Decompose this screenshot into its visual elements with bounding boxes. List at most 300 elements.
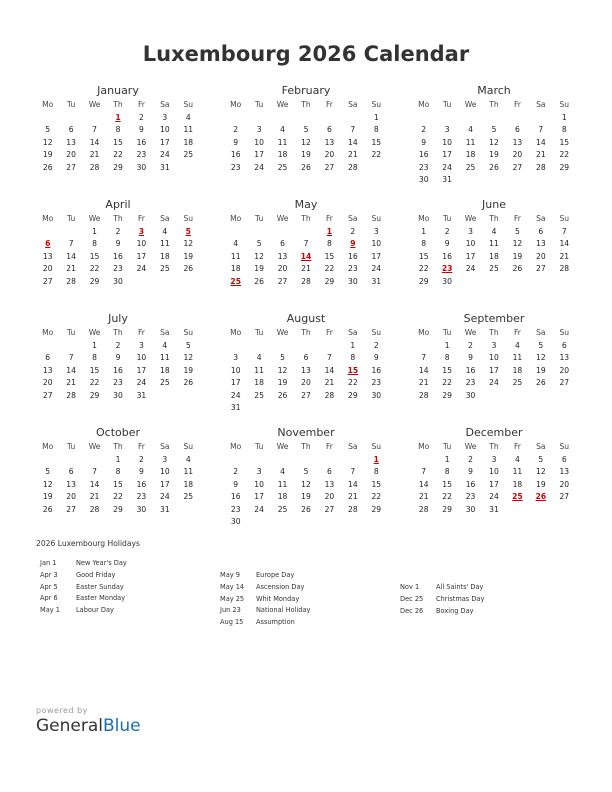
weekday-header: We <box>276 214 289 223</box>
weekday-header: We <box>464 328 477 337</box>
day-cell: 30 <box>136 162 147 172</box>
day-cell: 15 <box>559 137 570 147</box>
weekday-header: Th <box>301 442 311 451</box>
day-cell: 14 <box>66 365 76 375</box>
weekday-header: We <box>276 100 289 109</box>
day-cell: 4 <box>233 239 239 248</box>
day-cell: 30 <box>230 517 241 526</box>
day-cell: 3 <box>233 353 239 362</box>
day-cell: 9 <box>444 239 450 248</box>
day-cell: 2 <box>139 112 144 122</box>
holiday-row <box>40 582 210 594</box>
day-cell: 5 <box>185 340 191 350</box>
day-cell: 7 <box>68 239 74 248</box>
day-cell: 27 <box>324 162 335 172</box>
holiday-name: Easter Monday <box>76 594 126 603</box>
empty-cell <box>247 454 270 467</box>
day-cell: 22 <box>559 150 570 159</box>
day-cell: 29 <box>113 504 123 514</box>
empty-cell <box>459 112 482 125</box>
holiday-row <box>40 558 210 570</box>
day-cell: 11 <box>512 467 523 476</box>
day-cell: 8 <box>115 467 121 476</box>
day-cell: 6 <box>280 239 285 248</box>
holiday-column <box>40 558 210 617</box>
day-cell: 14 <box>66 251 76 261</box>
day-cell: 22 <box>348 378 358 387</box>
day-cell: 25 <box>183 492 194 501</box>
day-cell: 26 <box>183 264 194 273</box>
day-cell: 9 <box>373 353 379 362</box>
weekday-header: Su <box>371 328 382 337</box>
empty-cell <box>412 112 435 125</box>
day-cell: 24 <box>489 378 499 387</box>
weekday-header: Th <box>113 442 123 451</box>
holiday-row <box>220 570 390 582</box>
day-cell: 28 <box>66 390 76 400</box>
day-cell: 28 <box>89 504 100 514</box>
month-name: June <box>482 198 506 211</box>
day-cell: 21 <box>66 378 76 387</box>
holiday-name: Labour Day <box>76 606 114 615</box>
day-cell: 20 <box>536 251 546 261</box>
holiday-name: Ascension Day <box>256 582 305 591</box>
day-cell: 24 <box>465 264 476 273</box>
month-march <box>412 83 576 191</box>
day-cell: 30 <box>348 276 358 286</box>
day-cell: 16 <box>348 251 358 261</box>
empty-cell <box>412 454 435 467</box>
day-cell: 4 <box>185 112 191 122</box>
day-cell: 7 <box>538 125 544 134</box>
day-cell: 25 <box>160 264 170 273</box>
day-cell: 10 <box>489 467 499 476</box>
day-cell: 26 <box>42 162 53 172</box>
holiday-date: Apr 6 <box>40 594 58 603</box>
weekday-header: We <box>464 442 477 451</box>
day-cell: 11 <box>183 125 194 134</box>
empty-cell <box>36 340 59 353</box>
holiday-name: Good Friday <box>76 570 116 579</box>
weekday-header: Mo <box>230 100 242 109</box>
day-cell: 18 <box>512 365 523 375</box>
day-cell: 19 <box>277 378 288 387</box>
weekday-header: Tu <box>254 328 264 337</box>
day-cell: 17 <box>254 492 264 501</box>
empty-cell <box>59 226 82 239</box>
day-cell: 17 <box>136 251 147 261</box>
day-cell: 27 <box>42 390 53 400</box>
day-cell: 7 <box>92 125 97 134</box>
day-cell: 19 <box>301 150 311 159</box>
day-cell: 20 <box>42 378 53 387</box>
month-june <box>412 197 576 305</box>
weekday-header: Su <box>559 100 570 109</box>
day-cell: 20 <box>559 479 570 489</box>
holiday-day: 3 <box>138 226 145 236</box>
day-cell: 31 <box>230 403 241 412</box>
month-name: August <box>286 312 326 325</box>
weekday-header: Tu <box>442 100 452 109</box>
empty-cell <box>482 112 505 125</box>
holiday-name: Easter Sunday <box>76 582 124 591</box>
day-cell: 4 <box>280 125 285 134</box>
day-cell: 24 <box>442 162 452 172</box>
holiday-date: Apr 3 <box>40 570 58 579</box>
day-cell: 27 <box>42 276 53 286</box>
day-cell: 17 <box>489 479 499 489</box>
day-cell: 28 <box>348 162 358 172</box>
holiday-row <box>220 594 390 606</box>
day-cell: 8 <box>115 125 121 134</box>
day-cell: 29 <box>324 276 335 286</box>
weekday-header: Sa <box>348 214 358 223</box>
day-cell: 17 <box>442 150 452 159</box>
day-cell: 21 <box>89 492 100 501</box>
day-cell: 21 <box>89 150 100 159</box>
day-cell: 23 <box>230 504 241 514</box>
day-cell: 17 <box>465 251 476 261</box>
empty-cell <box>247 340 270 353</box>
day-cell: 25 <box>254 390 264 400</box>
day-cell: 18 <box>183 479 194 489</box>
weekday-header: Su <box>559 328 570 337</box>
empty-cell <box>59 454 82 467</box>
weekday-header: Mo <box>230 442 242 451</box>
day-cell: 28 <box>324 390 335 400</box>
weekday-header: We <box>276 328 289 337</box>
day-cell: 30 <box>136 504 147 514</box>
day-cell: 23 <box>348 264 358 273</box>
weekday-header: We <box>88 214 101 223</box>
day-cell: 24 <box>254 504 264 514</box>
day-cell: 1 <box>115 454 121 464</box>
day-cell: 26 <box>254 276 264 286</box>
day-cell: 17 <box>160 137 170 147</box>
day-cell: 11 <box>512 353 523 362</box>
day-cell: 5 <box>45 467 51 476</box>
weekday-header: Mo <box>42 100 54 109</box>
weekday-header: Mo <box>230 328 242 337</box>
day-cell: 15 <box>371 137 382 147</box>
day-cell: 3 <box>256 125 262 134</box>
holiday-date: Apr 5 <box>40 582 58 591</box>
day-cell: 28 <box>418 390 429 400</box>
logo-general: General <box>36 716 103 736</box>
day-cell: 20 <box>512 150 523 159</box>
day-cell: 27 <box>559 492 570 501</box>
day-cell: 7 <box>303 239 309 248</box>
day-cell: 21 <box>559 251 570 261</box>
day-cell: 18 <box>277 492 288 501</box>
weekday-header: Su <box>183 100 194 109</box>
weekday-header: Sa <box>348 328 358 337</box>
day-cell: 1 <box>350 340 356 350</box>
day-cell: 10 <box>254 479 264 489</box>
weekday-header: Mo <box>230 214 242 223</box>
day-cell: 16 <box>465 365 476 375</box>
day-cell: 3 <box>139 340 144 350</box>
day-cell: 15 <box>418 251 429 261</box>
weekday-header: Tu <box>66 214 76 223</box>
holiday-row <box>220 605 390 617</box>
day-cell: 26 <box>277 390 288 400</box>
day-grid <box>412 99 576 187</box>
weekday-header: Th <box>301 214 311 223</box>
day-cell: 29 <box>89 390 100 400</box>
day-cell: 8 <box>92 353 97 362</box>
day-cell: 1 <box>444 454 450 464</box>
holiday-day: 1 <box>326 226 333 236</box>
day-cell: 12 <box>512 239 523 248</box>
day-cell: 24 <box>230 390 241 400</box>
month-february <box>224 83 388 191</box>
day-cell: 6 <box>303 353 309 362</box>
holiday-day: 5 <box>185 226 191 236</box>
day-cell: 16 <box>371 365 382 375</box>
weekday-header: Th <box>489 442 499 451</box>
empty-cell <box>224 226 247 239</box>
day-cell: 16 <box>113 365 123 375</box>
day-grid <box>36 441 200 516</box>
day-cell: 7 <box>327 353 332 362</box>
day-cell: 9 <box>233 479 239 489</box>
month-april <box>36 197 200 305</box>
day-cell: 20 <box>559 365 570 375</box>
day-cell: 29 <box>371 504 382 514</box>
day-cell: 22 <box>371 150 382 159</box>
day-cell: 30 <box>465 390 476 400</box>
empty-cell <box>271 112 294 125</box>
day-cell: 6 <box>327 125 332 134</box>
day-cell: 23 <box>113 378 123 387</box>
weekday-header: Mo <box>42 328 54 337</box>
day-cell: 17 <box>254 150 264 159</box>
empty-cell <box>341 454 364 467</box>
day-cell: 24 <box>136 264 147 273</box>
day-cell: 23 <box>371 378 382 387</box>
day-cell: 17 <box>136 365 147 375</box>
day-cell: 28 <box>559 264 570 273</box>
day-cell: 17 <box>371 251 382 261</box>
logo-blue: Blue <box>103 716 141 736</box>
day-cell: 12 <box>42 137 53 147</box>
day-cell: 7 <box>92 467 97 476</box>
month-august <box>224 311 388 419</box>
holiday-name: Christmas Day <box>436 594 485 603</box>
day-cell: 29 <box>559 162 570 172</box>
weekday-header: Th <box>489 328 499 337</box>
holiday-date: Jan 1 <box>40 559 57 567</box>
month-name: July <box>108 312 128 325</box>
day-cell: 6 <box>327 467 332 476</box>
month-name: April <box>105 198 131 211</box>
weekday-header: Su <box>183 214 194 223</box>
day-cell: 3 <box>373 226 379 236</box>
day-cell: 16 <box>418 150 429 159</box>
day-cell: 2 <box>444 226 450 236</box>
day-cell: 25 <box>277 162 288 172</box>
day-cell: 7 <box>421 353 427 362</box>
weekday-header: Fr <box>325 442 333 451</box>
day-grid <box>36 213 200 288</box>
day-cell: 1 <box>92 226 97 236</box>
day-cell: 2 <box>115 226 121 236</box>
day-cell: 11 <box>277 137 288 147</box>
weekday-header: Fr <box>513 100 521 109</box>
weekday-header: We <box>88 442 101 451</box>
day-cell: 28 <box>348 504 358 514</box>
day-cell: 24 <box>371 264 382 273</box>
day-cell: 2 <box>233 467 239 476</box>
empty-cell <box>224 340 247 353</box>
empty-cell <box>36 226 59 239</box>
generalblue-logo[interactable] <box>36 716 141 736</box>
empty-cell <box>247 112 270 125</box>
weekday-header: Tu <box>66 100 76 109</box>
weekday-header: Fr <box>137 442 145 451</box>
day-cell: 13 <box>512 137 523 147</box>
day-cell: 24 <box>160 150 170 159</box>
day-cell: 27 <box>301 390 311 400</box>
holiday-day: 25 <box>230 276 241 286</box>
weekday-header: We <box>88 328 101 337</box>
day-cell: 18 <box>512 479 523 489</box>
day-cell: 20 <box>66 150 76 159</box>
day-cell: 14 <box>348 137 358 147</box>
empty-cell <box>294 112 317 125</box>
day-grid <box>36 327 200 402</box>
weekday-header: Mo <box>42 442 54 451</box>
day-cell: 10 <box>489 353 499 362</box>
empty-cell <box>224 454 247 467</box>
day-cell: 23 <box>465 492 476 501</box>
day-cell: 19 <box>489 150 499 159</box>
day-cell: 30 <box>465 504 476 514</box>
day-cell: 19 <box>301 492 311 501</box>
empty-cell <box>83 112 106 125</box>
day-cell: 2 <box>115 340 121 350</box>
day-cell: 15 <box>113 479 123 489</box>
empty-cell <box>59 112 82 125</box>
day-cell: 14 <box>89 479 100 489</box>
holiday-day: 25 <box>512 492 523 501</box>
holiday-day: 9 <box>350 239 356 248</box>
holiday-date: May 1 <box>40 606 60 615</box>
day-cell: 2 <box>373 340 379 350</box>
day-cell: 27 <box>512 162 523 172</box>
weekday-header: Th <box>301 100 311 109</box>
day-cell: 16 <box>230 492 241 501</box>
day-cell: 14 <box>418 365 429 375</box>
day-cell: 17 <box>160 479 170 489</box>
day-cell: 27 <box>536 264 546 273</box>
day-cell: 9 <box>421 137 427 147</box>
day-cell: 8 <box>444 353 450 362</box>
day-cell: 25 <box>183 150 194 159</box>
day-cell: 8 <box>421 239 427 248</box>
day-cell: 6 <box>561 340 567 350</box>
weekday-header: Th <box>489 214 499 223</box>
day-cell: 25 <box>512 378 523 387</box>
holiday-name: Assumption <box>256 618 295 627</box>
weekday-header: Tu <box>66 442 76 451</box>
day-cell: 1 <box>444 340 450 350</box>
day-cell: 5 <box>303 467 309 476</box>
weekday-header: Su <box>371 442 382 451</box>
day-cell: 16 <box>113 251 123 261</box>
day-cell: 26 <box>301 162 311 172</box>
day-cell: 6 <box>68 125 74 134</box>
day-cell: 15 <box>324 251 335 261</box>
day-cell: 9 <box>233 137 239 147</box>
weekday-header: Tu <box>442 328 452 337</box>
weekday-header: Mo <box>418 328 430 337</box>
day-cell: 14 <box>536 137 546 147</box>
day-cell: 31 <box>489 504 499 514</box>
day-cell: 2 <box>421 125 427 134</box>
day-cell: 12 <box>183 353 194 362</box>
day-cell: 24 <box>254 162 264 172</box>
empty-cell <box>341 112 364 125</box>
day-cell: 26 <box>301 504 311 514</box>
holidays-title: 2026 Luxembourg Holidays <box>36 539 140 548</box>
holiday-column <box>220 570 390 629</box>
day-cell: 13 <box>559 467 570 476</box>
weekday-header: Tu <box>442 442 452 451</box>
holiday-column <box>400 582 570 617</box>
page-title: Luxembourg 2026 Calendar <box>142 42 470 66</box>
holiday-day: 14 <box>300 251 312 261</box>
empty-cell <box>435 112 458 125</box>
day-cell: 4 <box>491 226 497 236</box>
day-cell: 13 <box>66 137 76 147</box>
weekday-header: Sa <box>348 442 358 451</box>
month-name: May <box>294 198 318 211</box>
day-cell: 16 <box>465 479 476 489</box>
holiday-row <box>400 594 570 606</box>
weekday-header: Mo <box>418 100 430 109</box>
day-cell: 9 <box>468 467 473 476</box>
day-cell: 4 <box>515 454 520 464</box>
empty-cell <box>224 112 247 125</box>
day-cell: 21 <box>418 378 429 387</box>
day-cell: 25 <box>489 264 499 273</box>
weekday-header: Sa <box>536 442 546 451</box>
day-cell: 4 <box>162 340 168 350</box>
day-cell: 10 <box>160 125 170 134</box>
day-grid <box>36 99 200 174</box>
weekday-header: Sa <box>348 100 358 109</box>
holiday-row <box>400 582 570 594</box>
day-cell: 4 <box>515 340 520 350</box>
day-cell: 3 <box>444 125 450 134</box>
day-cell: 13 <box>66 479 76 489</box>
day-cell: 15 <box>113 137 123 147</box>
day-cell: 13 <box>536 239 546 248</box>
day-cell: 14 <box>559 239 570 248</box>
day-cell: 9 <box>115 239 121 248</box>
day-cell: 26 <box>536 378 546 387</box>
weekday-header: Th <box>489 100 499 109</box>
month-name: October <box>95 426 141 439</box>
day-cell: 13 <box>301 365 311 375</box>
day-cell: 22 <box>89 264 100 273</box>
day-cell: 16 <box>442 251 452 261</box>
day-cell: 20 <box>324 492 335 501</box>
day-cell: 11 <box>465 137 476 147</box>
day-cell: 6 <box>561 454 567 464</box>
